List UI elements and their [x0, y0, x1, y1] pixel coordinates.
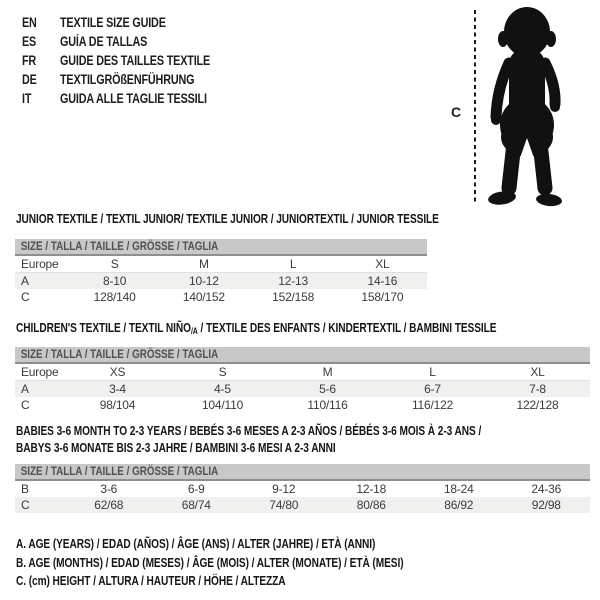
months-cell: 9-12: [272, 482, 296, 496]
lang-code: FR: [22, 53, 37, 68]
size-cell: XL: [375, 257, 390, 271]
size-cell: XL: [530, 365, 545, 379]
table-row-height: [15, 397, 590, 413]
table-row-height: [15, 497, 590, 513]
lang-row-en: [22, 13, 248, 32]
height-cell: 74/80: [269, 498, 299, 512]
height-cell: 110/116: [307, 398, 348, 412]
size-cell: M: [322, 365, 333, 379]
lang-row-it: [22, 89, 248, 108]
note-age-months: B. AGE (MONTHS) / EDAD (MESES) / ÂGE (MOIS) / ALTER (MONATE) / ETÀ (MESI): [16, 554, 404, 570]
size-cell: S: [218, 365, 227, 379]
table-header-bar: SIZE / TALLA / TAILLE / GRÖSSE / TAGLIA: [15, 347, 590, 364]
lang-label: TEXTILGRÖßENFÜHRUNG: [60, 72, 195, 87]
age-cell: 8-10: [103, 274, 127, 288]
row-label: A: [21, 382, 29, 396]
age-cell: 10-12: [189, 274, 219, 288]
row-label: Europe: [21, 365, 59, 379]
section-title-junior: JUNIOR TEXTILE / TEXTIL JUNIOR/ TEXTILE JUNIOR / JUNIORTEXTIL / JUNIOR TESSILE: [16, 211, 439, 226]
size-cell: XS: [109, 365, 126, 379]
months-cell: 18-24: [443, 482, 474, 496]
legend-notes: [16, 535, 513, 591]
height-cell: 128/140: [93, 290, 136, 304]
age-cell: 3-4: [109, 382, 126, 396]
note-age-years: A. AGE (YEARS) / EDAD (AÑOS) / ÂGE (ANS) / ALTER (JAHRE) / ETÀ (ANNI): [16, 536, 376, 551]
note-height: C. (cm) HEIGHT / ALTURA / HAUTEUR / HÖHE / ALTEZZA: [16, 573, 286, 589]
height-cell: 158/170: [361, 290, 404, 304]
section-title-children: CHILDREN'S TEXTILE / TEXTIL $NIÑO_{/A}$ / TEXTILE DES ENFANTS / KINDERTEXTIL / BAMBINI TESSILE: [16, 320, 497, 336]
lang-row-fr: [22, 51, 248, 70]
table-row-months: [15, 481, 590, 497]
lang-row-es: [22, 32, 248, 51]
table-row-europe: [15, 364, 590, 381]
table-row-age: [15, 381, 590, 397]
baby-silhouette-image: [478, 5, 590, 211]
months-cell: 24-36: [531, 482, 562, 496]
age-cell: 5-6: [319, 382, 336, 396]
months-cell: 12-18: [356, 482, 387, 496]
height-cell: 62/68: [94, 498, 124, 512]
size-cell: M: [198, 257, 209, 271]
months-cell: 6-9: [187, 482, 205, 496]
row-label: Europe: [21, 257, 59, 271]
table-row-height: [15, 289, 427, 305]
lang-code: DE: [22, 72, 37, 87]
height-cell: 98/104: [99, 398, 136, 412]
height-cell: 80/86: [356, 498, 386, 512]
size-cell: L: [429, 365, 436, 379]
row-label: C: [21, 398, 30, 412]
lang-label: GUÍA DE TALLAS: [60, 34, 148, 49]
table-row-europe: [15, 256, 427, 273]
table-row-age: [15, 273, 427, 289]
age-cell: 14-16: [367, 274, 398, 288]
height-cell: 140/152: [182, 290, 225, 304]
height-cell: 86/92: [444, 498, 474, 512]
age-cell: 4-5: [214, 382, 231, 396]
lang-label: GUIDE DES TAILLES TEXTILE: [60, 53, 211, 68]
lang-code: ES: [22, 34, 37, 49]
height-cell: 68/74: [181, 498, 211, 512]
language-title-list: [22, 13, 248, 108]
figure-height-label: C: [451, 104, 462, 120]
row-label: C: [21, 498, 30, 512]
size-cell: L: [289, 257, 297, 271]
months-cell: 3-6: [100, 482, 118, 496]
size-table-children: [15, 347, 590, 413]
lang-row-de: [22, 70, 248, 89]
height-cell: 116/122: [411, 398, 454, 412]
height-cell: 92/98: [531, 498, 561, 512]
height-cell: 122/128: [516, 398, 559, 412]
row-label: B: [21, 482, 29, 496]
size-table-babies: [15, 464, 590, 513]
age-cell: 7-8: [529, 382, 546, 396]
lang-label: GUIDA ALLE TAGLIE TESSILI: [60, 91, 207, 106]
height-cell: 104/110: [201, 398, 244, 412]
lang-code: IT: [22, 91, 32, 106]
table-header-bar: SIZE / TALLA / TAILLE / GRÖSSE / TAGLIA: [15, 239, 427, 256]
age-cell: 6-7: [424, 382, 441, 396]
table-header-bar: SIZE / TALLA / TAILLE / GRÖSSE / TAGLIA: [15, 464, 590, 481]
lang-code: EN: [22, 15, 37, 30]
size-table-junior: [15, 239, 427, 305]
section-title-babies: BABIES 3-6 MONTH TO 2-3 YEARS / BEBÉS 3-6 MESES A 2-3 AÑOS / BÉBÉS 3-6 MOIS À 2-3 ANS / BABYS 3-6 MONATE BIS 2-3 JAHRE / BAMBINI 3-6 MESI A 2-3 ANNI: [16, 423, 482, 455]
row-label: A: [21, 274, 29, 288]
row-label: C: [21, 290, 30, 304]
height-cell: 152/158: [272, 290, 315, 304]
age-cell: 12-13: [278, 274, 308, 288]
height-dashed-line: [474, 10, 476, 205]
lang-label: TEXTILE SIZE GUIDE: [60, 15, 166, 30]
size-cell: S: [110, 257, 119, 271]
